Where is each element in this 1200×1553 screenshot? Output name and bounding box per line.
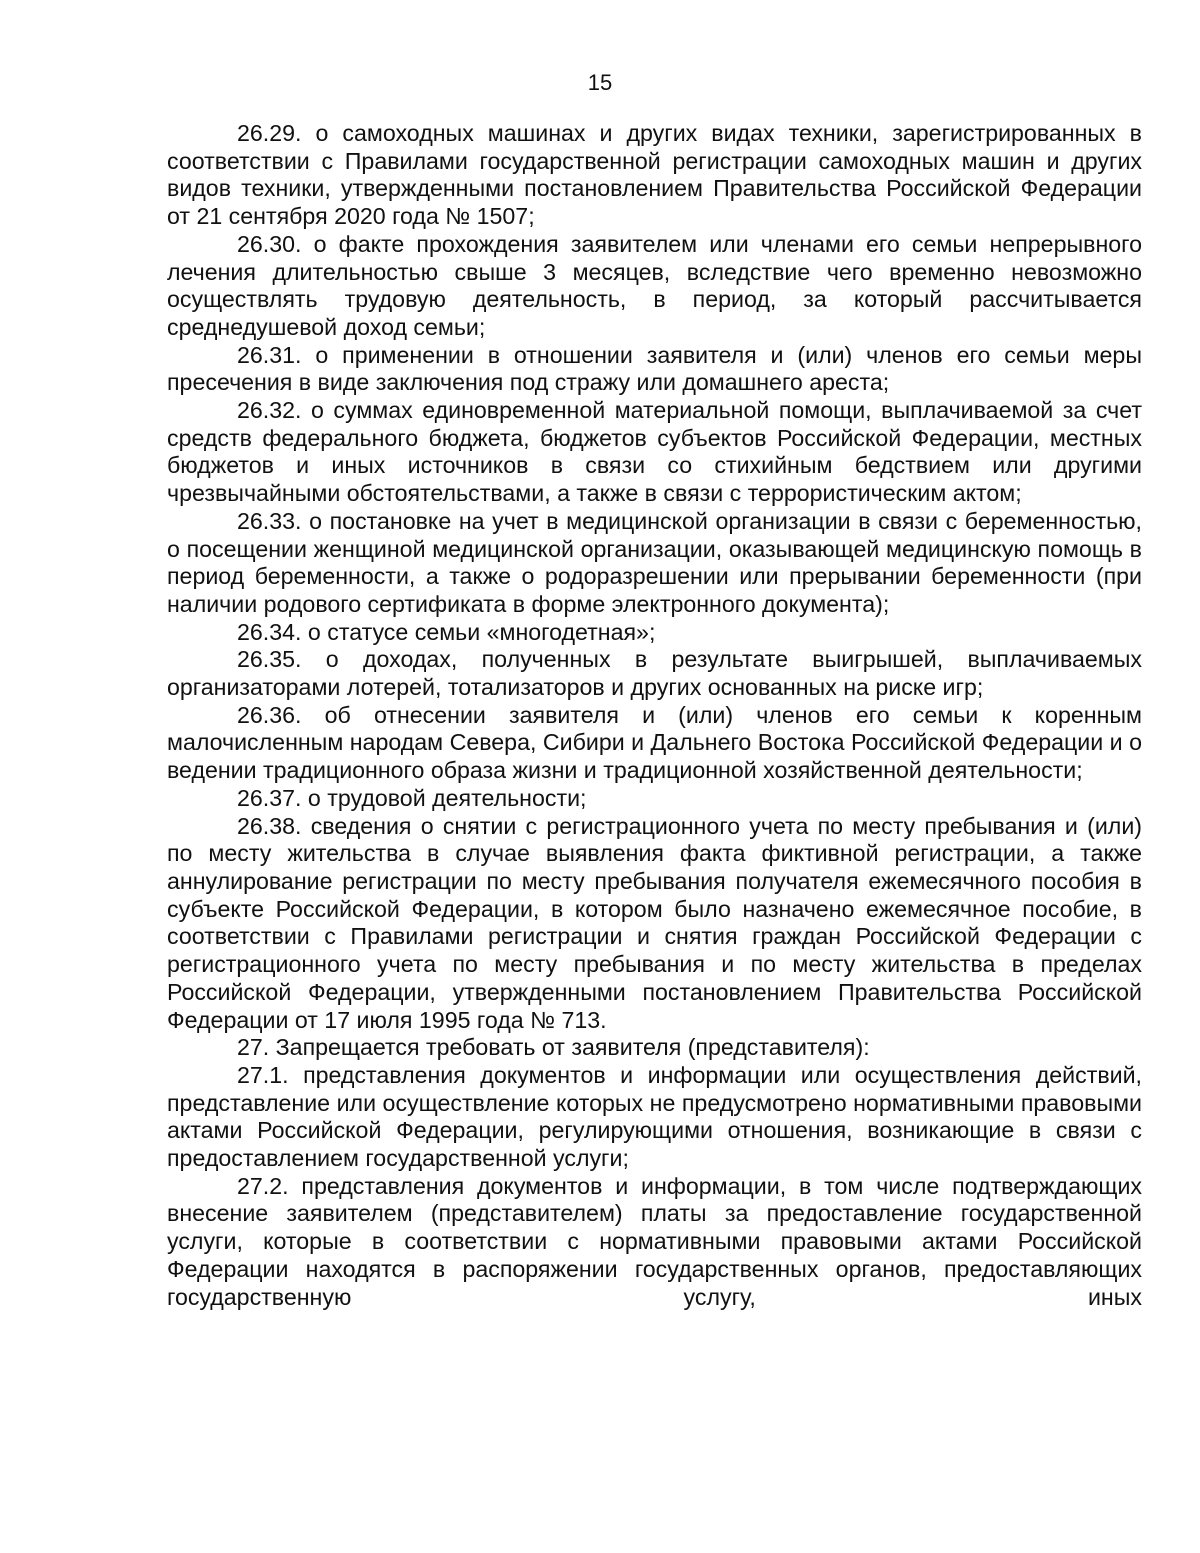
- paragraph-26-34: 26.34. о статусе семьи «многодетная»;: [237, 618, 656, 645]
- paragraph-27-2: 27.2. представления документов и информации, в том числе подтверждающих внесение заявителем (представителем) платы за предоставление государственной услуги, которые в соответствии с нормативными правовыми актами Российской Федерации находятся в распоряжении государственных органов, предоставляющих государственную услугу, иных: [167, 1172, 1142, 1310]
- paragraph-26-31: 26.31. о применении в отношении заявителя и (или) членов его семьи меры пресечения в виде заключения под стражу или домашнего ареста;: [167, 341, 1142, 396]
- paragraph-27: 27. Запрещается требовать от заявителя (представителя):: [237, 1034, 870, 1061]
- paragraph-26-37: 26.37. о трудовой деятельности;: [237, 784, 587, 811]
- paragraph-26-32: 26.32. о суммах единовременной материальной помощи, выплачиваемой за счет средств федерального бюджета, бюджетов субъектов Российской Федерации, местных бюджетов и иных источников в связи со стихийным бедствием или другими чрезвычайными обстоятельствами, а также в связи с террористическим актом;: [167, 397, 1142, 507]
- page-number: 15: [587, 70, 613, 95]
- paragraph-26-29: 26.29. о самоходных машинах и других видах техники, зарегистрированных в соответствии с Правилами государственной регистрации самоходных машин и других видов техники, утвержденными постановлением Правительства Российской Федерации от 21 сентября 2020 года № 1507;: [167, 120, 1142, 230]
- document-body: [167, 120, 1142, 1311]
- paragraph-27-1: 27.1. представления документов и информации или осуществления действий, представление или осуществление которых не предусмотрено нормативными правовыми актами Российской Федерации, регулирующими отношения, возникающие в связи с предоставлением государственной услуги;: [167, 1061, 1142, 1172]
- paragraph-26-35: 26.35. о доходах, полученных в результате выигрышей, выплачиваемых организаторами лотерей, тотализаторов и других основанных на риске игр;: [167, 646, 1142, 701]
- paragraph-26-36: 26.36. об отнесении заявителя и (или) членов его семьи к коренным малочисленным народам Севера, Сибири и Дальнего Востока Российской Федерации и о ведении традиционного образа жизни и традиционной хозяйственной деятельности;: [167, 701, 1142, 784]
- paragraph-26-38: 26.38. сведения о снятии с регистрационного учета по месту пребывания и (или) по месту жительства в случае выявления факта фиктивной регистрации, а также аннулирование регистрации по месту пребывания получателя ежемесячного пособия в субъекте Российской Федерации, в котором было назначено ежемесячное пособие, в соответствии с Правилами регистрации и снятия граждан Российской Федерации с регистрационного учета по месту пребывания и по месту жительства в пределах Российской Федерации, утвержденными постановлением Правительства Российской Федерации от 17 июля 1995 года № 713.: [167, 812, 1142, 1033]
- paragraph-26-33: 26.33. о постановке на учет в медицинской организации в связи с беременностью, о посещении женщиной медицинской организации, оказывающей медицинскую помощь в период беременности, а также о родоразрешении или прерывании беременности (при наличии родового сертификата в форме электронного документа);: [167, 507, 1142, 617]
- paragraph-26-30: 26.30. о факте прохождения заявителем или членами его семьи непрерывного лечения длительностью свыше 3 месяцев, вследствие чего временно невозможно осуществлять трудовую деятельность, в период, за который рассчитывается среднедушевой доход семьи;: [167, 230, 1142, 340]
